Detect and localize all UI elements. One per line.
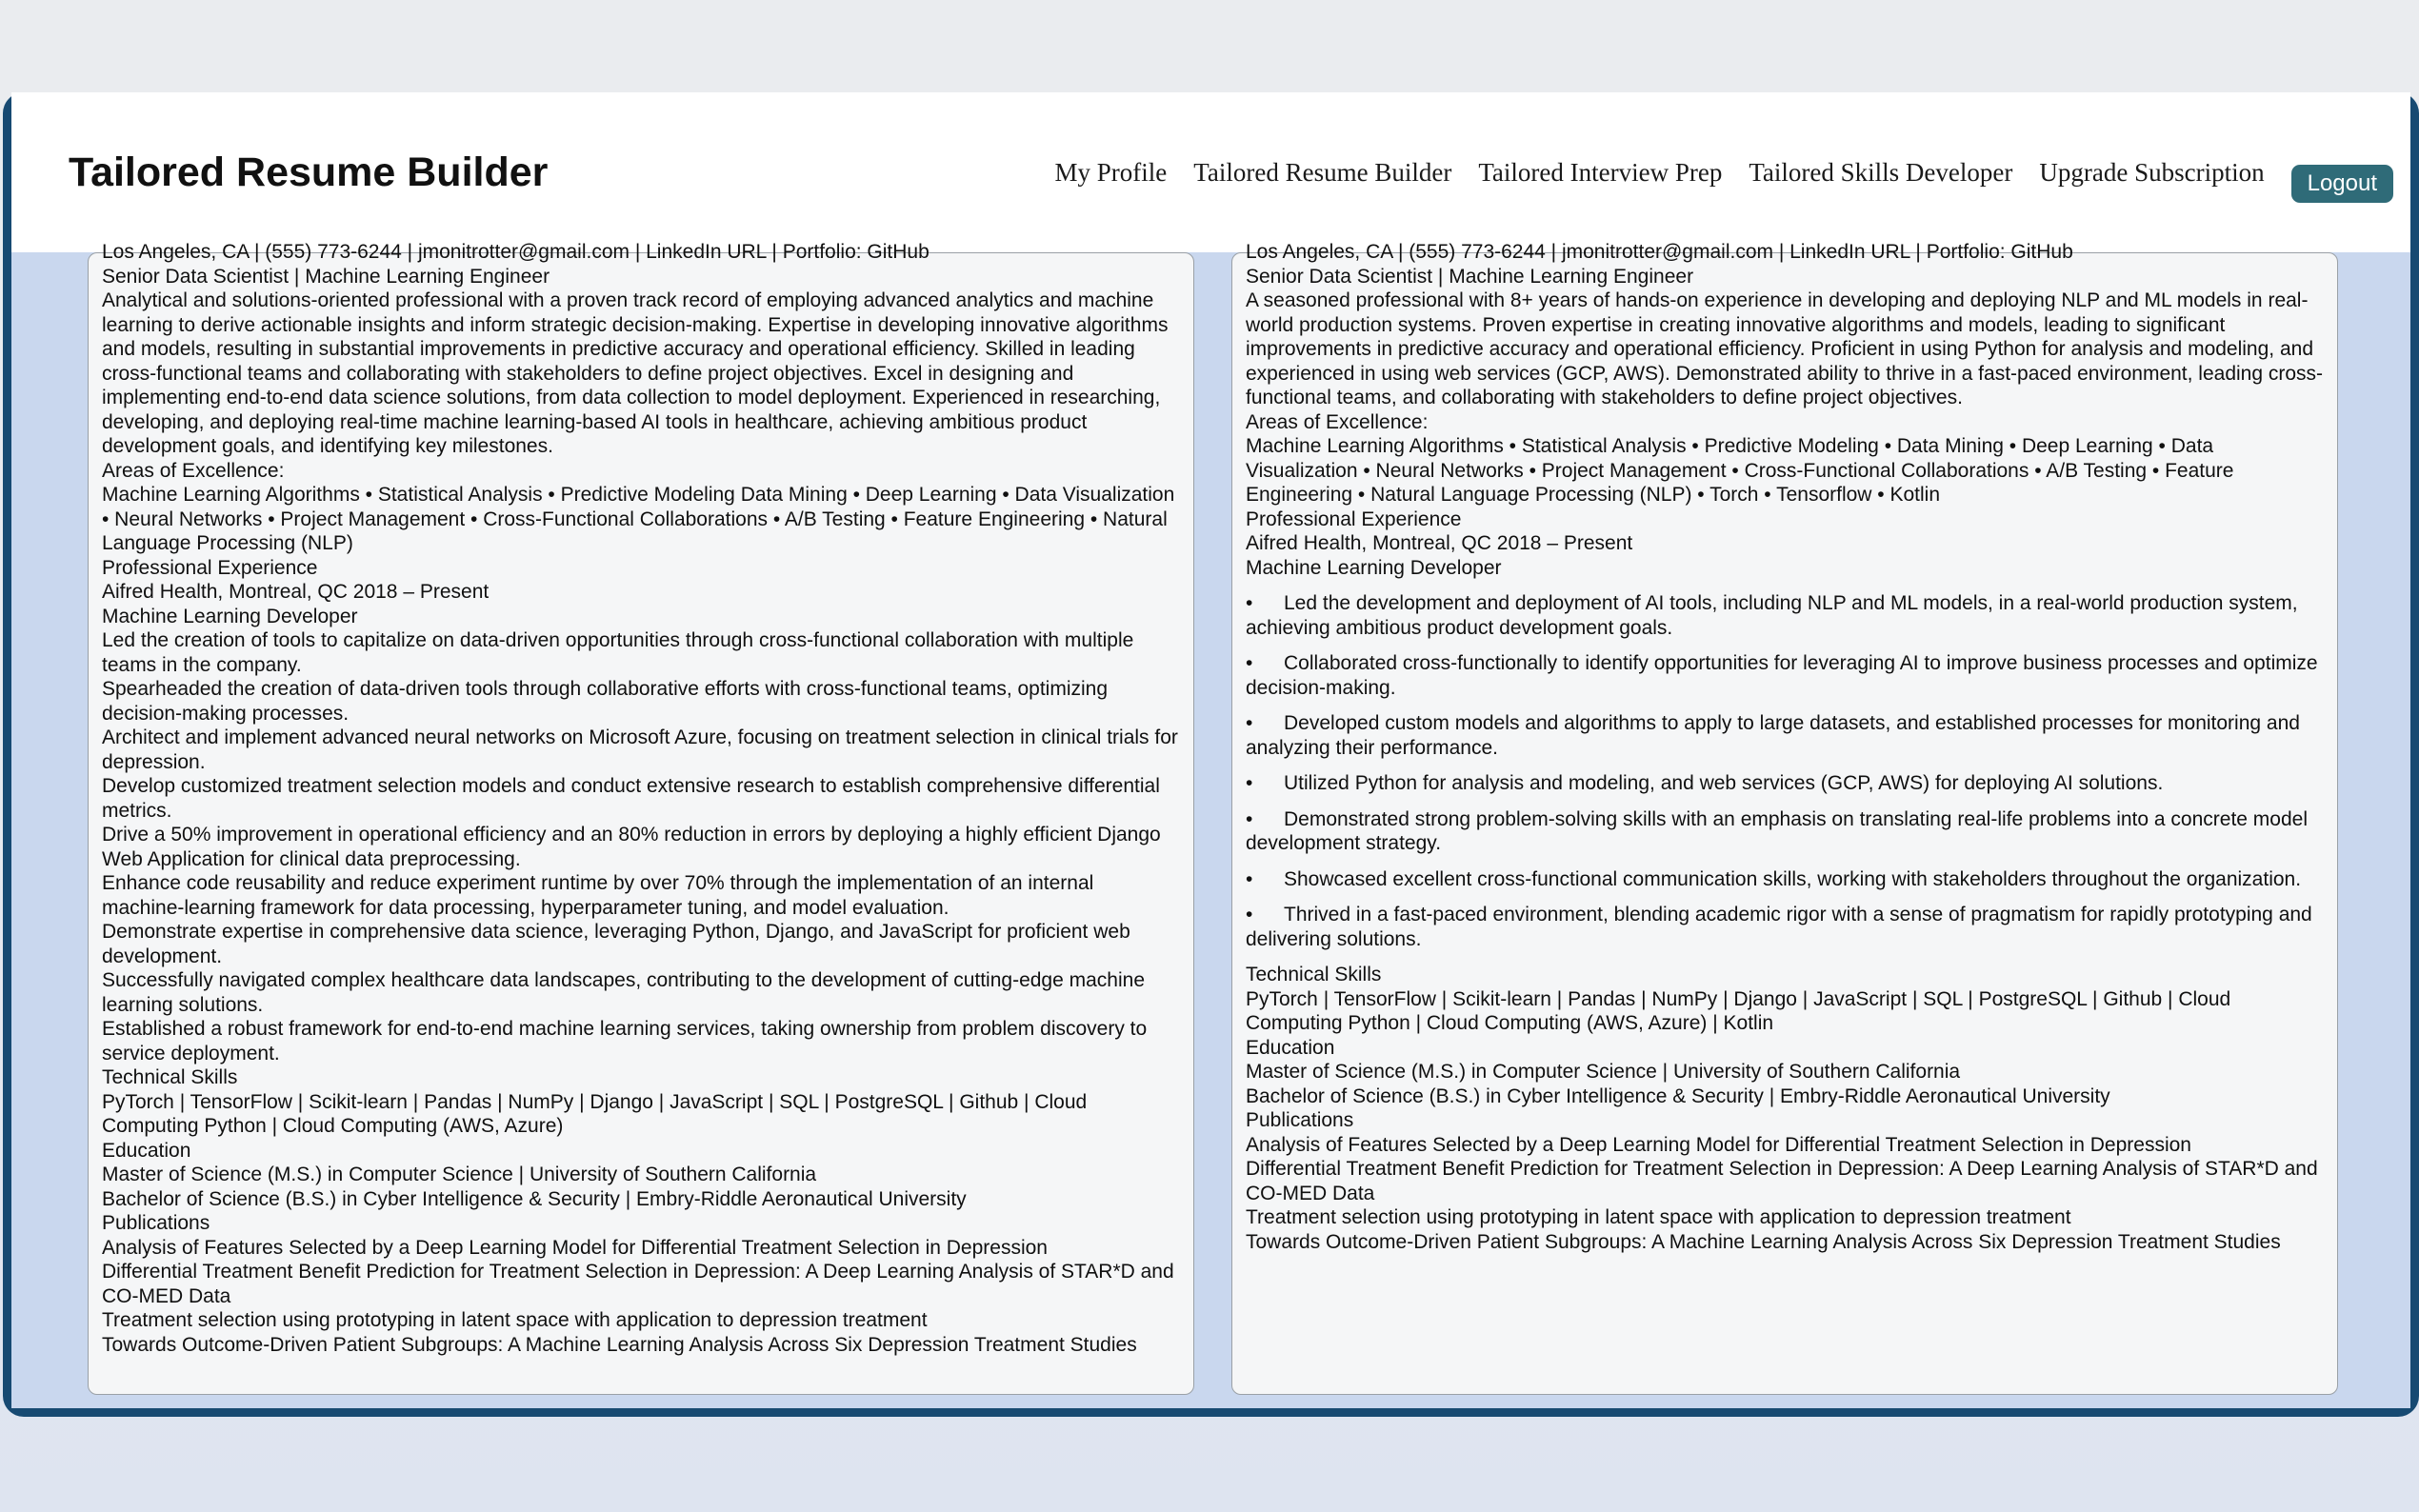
resume-line: Machine Learning Algorithms • Statistical Analysis • Predictive Modeling Data Mining • Deep Learning • Data Visualization • Neural Networks • Project Management • Cross-Functional Collaborations • A/B Testing • Feature Engineering • Natural Language Processing (NLP) [102, 484, 1175, 554]
resume-content-original [102, 240, 1180, 1357]
resume-line: Aifred Health, Montreal, QC 2018 – Present [102, 581, 490, 603]
resume-line: Analysis of Features Selected by a Deep Learning Model for Differential Treatment Selection in Depression [102, 1236, 1048, 1259]
resume-content-tailored [1246, 240, 2324, 1254]
resume-line: Analysis of Features Selected by a Deep Learning Model for Differential Treatment Selection in Depression [1246, 1133, 2191, 1156]
logout-button[interactable]: Logout [2291, 165, 2393, 203]
resume-line: Bachelor of Science (B.S.) in Cyber Intelligence & Security | Embry-Riddle Aeronautical University [102, 1187, 967, 1210]
resume-bullet-item: • Demonstrated strong problem-solving skills with an emphasis on translating real-life problems into a concrete model development strategy. [1246, 807, 2308, 854]
resume-bullet-item: • Collaborated cross-functionally to identify opportunities for leveraging AI to improve business processes and optimize decision-making. [1246, 652, 2318, 699]
resume-line: Los Angeles, CA | (555) 773-6244 | jmonitrotter@gmail.com | LinkedIn URL | Portfolio: GitHub [1246, 241, 2073, 263]
resume-line: PyTorch | TensorFlow | Scikit-learn | Pandas | NumPy | Django | JavaScript | SQL | PostgreSQL | Github | Cloud Computing Python | Cloud Computing (AWS, Azure) | Kotlin [1246, 987, 2231, 1034]
resume-line: Bachelor of Science (B.S.) in Cyber Intelligence & Security | Embry-Riddle Aeronautical University [1246, 1084, 2110, 1107]
app-header [11, 92, 2410, 252]
resume-bullet-item: • Led the development and deployment of AI tools, including NLP and ML models, in a real-world production system, achieving ambitious product development goals. [1246, 592, 2298, 639]
nav-link-tailored-skills-developer[interactable]: Tailored Skills Developer [1749, 157, 2013, 187]
resume-line: Professional Experience [102, 556, 318, 579]
resume-line: Treatment selection using prototyping in latent space with application to depression treatment [102, 1309, 928, 1331]
resume-line: A seasoned professional with 8+ years of hands-on experience in developing and deploying NLP and ML models in real-world production systems. Proven expertise in creating innovative algorithms and models, leading to significant improvements in predictive accuracy and operational efficiency. Proficient in using Python for analysis and modeling, and experienced in using web services (GCP, AWS). Demonstrated ability to thrive in a fast-paced environment, leading cross-functional teams, and collaborating with stakeholders to define project objectives. [1246, 289, 2324, 408]
bullet-icon: • [1246, 712, 1253, 734]
bullet-icon: • [1246, 772, 1253, 794]
nav-link-tailored-resume-builder[interactable]: Tailored Resume Builder [1193, 157, 1452, 187]
resume-line: Machine Learning Developer [102, 605, 358, 627]
resume-line: Architect and implement advanced neural networks on Microsoft Azure, focusing on treatment selection in clinical trials for depression. [102, 726, 1178, 773]
resume-line: Aifred Health, Montreal, QC 2018 – Present [1246, 532, 1633, 554]
page-title: Tailored Resume Builder [69, 149, 549, 195]
bullet-icon: • [1246, 807, 1253, 830]
nav-link-upgrade-subscription[interactable]: Upgrade Subscription [2039, 157, 2265, 187]
resume-line: Differential Treatment Benefit Prediction for Treatment Selection in Depression: A Deep Learning Analysis of STAR*D and CO-MED Data [102, 1261, 1174, 1307]
resume-line: Publications [1246, 1109, 1354, 1131]
resume-panel-original[interactable] [88, 241, 1194, 1395]
app-card [3, 92, 2419, 1417]
resume-bullet-item: • Showcased excellent cross-functional communication skills, working with stakeholders throughout the organization. [1246, 867, 2302, 890]
resume-line: Develop customized treatment selection models and conduct extensive research to establish comprehensive differential metrics. [102, 775, 1160, 822]
nav-link-my-profile[interactable]: My Profile [1054, 157, 1168, 187]
resume-line: Demonstrate expertise in comprehensive data science, leveraging Python, Django, and JavaScript for proficient web development. [102, 921, 1130, 967]
resume-line: Analytical and solutions-oriented professional with a proven track record of employing advanced analytics and machine learning to derive actionable insights and inform strategic decision-making. Expertise in developing innovative algorithms and models, resulting in substantial improvements in predictive accuracy and operational efficiency. Skilled in leading cross-functional teams and collaborating with stakeholders to define project objectives. Excel in designing and implementing end-to-end data science solutions, from data collection to model deployment. Experienced in researching, developing, and deploying real-time machine learning-based AI tools in healthcare, achieving ambitious product development goals, and identifying key milestones. [102, 289, 1169, 457]
bullet-icon: • [1246, 652, 1253, 674]
resume-bullet-item: • Thrived in a fast-paced environment, blending academic rigor with a sense of pragmatism for rapidly prototyping and delivering solutions. [1246, 904, 2312, 950]
resume-line: Los Angeles, CA | (555) 773-6244 | jmonitrotter@gmail.com | LinkedIn URL | Portfolio: GitHub [102, 241, 930, 263]
resume-line: Senior Data Scientist | Machine Learning Engineer [1246, 265, 1694, 288]
resume-bullet-item: • Developed custom models and algorithms to apply to large datasets, and established processes for monitoring and analyzing their performance. [1246, 712, 2300, 759]
bullet-icon: • [1246, 867, 1253, 890]
resume-line: Enhance code reusability and reduce experiment runtime by over 70% through the implementation of an internal machine-learning framework for data processing, hyperparameter tuning, and model evaluation. [102, 872, 1094, 919]
nav-link-tailored-interview-prep[interactable]: Tailored Interview Prep [1478, 157, 1723, 187]
resume-line: Senior Data Scientist | Machine Learning Engineer [102, 265, 550, 288]
resume-line: Education [1246, 1036, 1335, 1059]
bullet-icon: • [1246, 592, 1253, 614]
resume-bullet-item: • Utilized Python for analysis and modeling, and web services (GCP, AWS) for deploying AI solutions. [1246, 772, 2164, 794]
resume-line: Established a robust framework for end-to-end machine learning services, taking ownership from problem discovery to service deployment. [102, 1018, 1148, 1064]
resume-line: Technical Skills [1246, 964, 1382, 985]
resume-line: Areas of Excellence: [102, 459, 285, 482]
resume-line: Treatment selection using prototyping in latent space with application to depression treatment [1246, 1206, 2071, 1228]
header-right [1054, 153, 2393, 196]
resume-line: Professional Experience [1246, 507, 1462, 530]
resume-line: Education [102, 1139, 191, 1162]
resume-line: Machine Learning Algorithms • Statistical Analysis • Predictive Modeling • Data Mining • Deep Learning • Data Visualization • Neural Networks • Project Management • Cross-Functional Collaborations • A/B Testing • Feature Engineering • Natural Language Processing (NLP) • Torch • Tensorflow • Kotlin [1246, 435, 2234, 506]
resume-line: Machine Learning Developer [1246, 556, 1502, 579]
resume-line: Successfully navigated complex healthcare data landscapes, contributing to the development of cutting-edge machine learning solutions. [102, 969, 1146, 1016]
resume-line: Master of Science (M.S.) in Computer Science | University of Southern California [102, 1164, 817, 1185]
resume-panel-tailored[interactable] [1231, 241, 2338, 1395]
bullet-icon: • [1246, 904, 1253, 925]
resume-line: Technical Skills [102, 1066, 238, 1088]
content-area [11, 241, 2410, 1408]
resume-line: Towards Outcome-Driven Patient Subgroups: A Machine Learning Analysis Across Six Depression Treatment Studies [102, 1333, 1137, 1356]
main-nav [1055, 158, 2265, 188]
resume-line: PyTorch | TensorFlow | Scikit-learn | Pandas | NumPy | Django | JavaScript | SQL | PostgreSQL | Github | Cloud Computing Python | Cloud Computing (AWS, Azure) [102, 1090, 1088, 1137]
resume-line: Areas of Excellence: [1246, 410, 1429, 433]
resume-line: Master of Science (M.S.) in Computer Science | University of Southern California [1246, 1061, 1961, 1083]
resume-line: Led the creation of tools to capitalize on data-driven opportunities through cross-functional collaboration with multiple teams in the company. [102, 629, 1134, 676]
resume-line: Differential Treatment Benefit Prediction for Treatment Selection in Depression: A Deep Learning Analysis of STAR*D and CO-MED Data [1246, 1158, 2318, 1204]
resume-line: Drive a 50% improvement in operational efficiency and an 80% reduction in errors by deploying a highly efficient Django Web Application for clinical data preprocessing. [102, 824, 1161, 870]
resume-line: Spearheaded the creation of data-driven tools through collaborative efforts with cross-functional teams, optimizing decision-making processes. [102, 678, 1109, 725]
resume-line: Publications [102, 1212, 210, 1234]
resume-line: Towards Outcome-Driven Patient Subgroups: A Machine Learning Analysis Across Six Depression Treatment Studies [1246, 1230, 2281, 1253]
